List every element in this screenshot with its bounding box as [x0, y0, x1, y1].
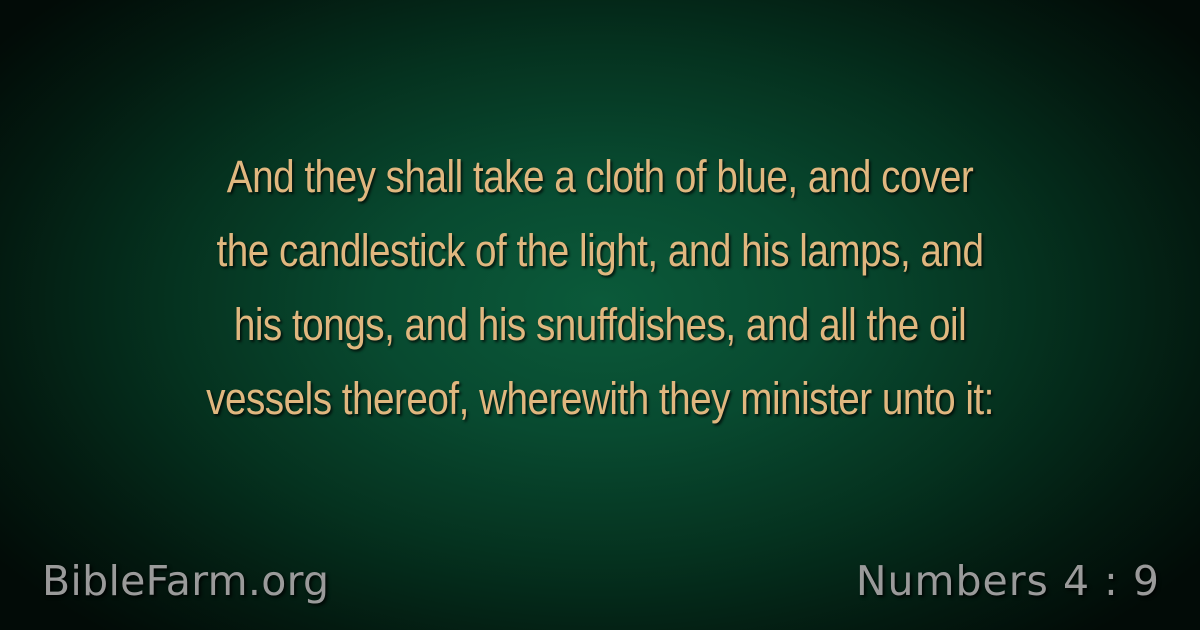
verse-line: vessels thereof, wherewith they minister unto it: — [206, 373, 994, 424]
verse-line: his tongs, and his snuffdishes, and all the oil — [233, 299, 967, 350]
verse-line: And they shall take a cloth of blue, and cover — [226, 151, 974, 202]
verse-line: the candlestick of the light, and his lamps, and — [216, 225, 984, 276]
site-watermark: BibleFarm.org — [42, 557, 330, 605]
verse-text — [118, 140, 1081, 436]
verse-reference: Numbers 4 : 9 — [855, 557, 1160, 605]
